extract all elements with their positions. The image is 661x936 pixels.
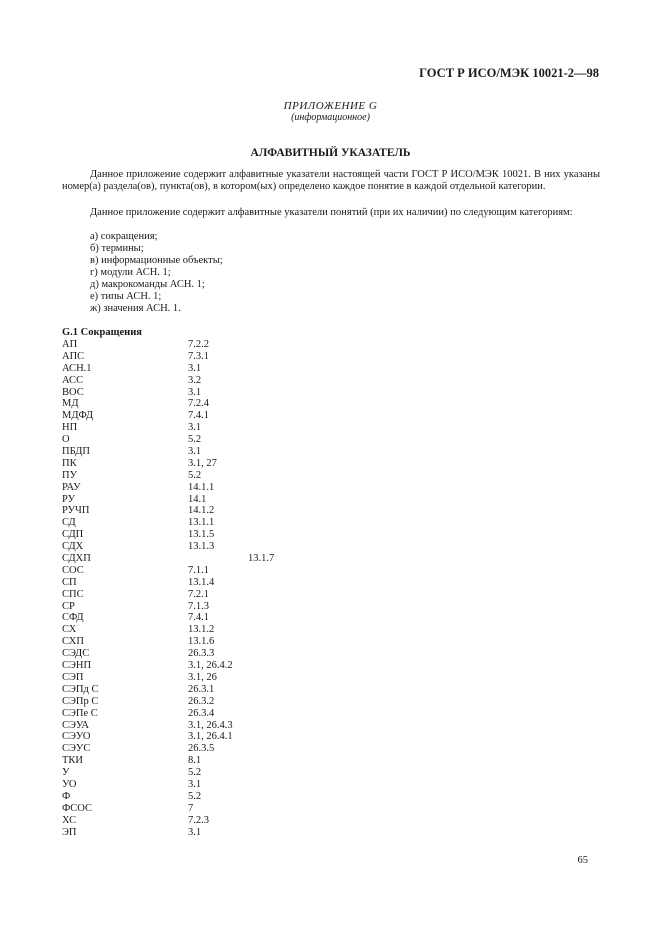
abbr-ref: 7.1.1 <box>188 564 209 576</box>
intro-paragraph-1: Данное приложение содержит алфавитные указатели настоящей части ГОСТ Р ИСО/МЭК 10021. В них указаны номер(а) раздела(ов), пункта(ов), в котором(ых) определено каждое понятие в каждой отдельной категории. <box>62 169 600 192</box>
abbr-term: АПС <box>62 350 85 362</box>
abbr-term: ТКИ <box>62 755 83 767</box>
abbr-term: СР <box>62 600 75 612</box>
abbr-ref: 13.1.2 <box>188 624 215 636</box>
appendix-subtitle: (информационное) <box>291 112 370 123</box>
abbr-ref: 5.2 <box>188 790 202 802</box>
abbr-ref: 3.1 <box>188 362 202 374</box>
abbr-term: МД <box>62 398 79 410</box>
abbr-term: УО <box>62 778 77 790</box>
abbr-ref: 3.1, 26.4.1 <box>188 731 233 743</box>
abbr-term: СПС <box>62 588 84 600</box>
abbr-term: СЭУА <box>62 719 89 731</box>
abbr-term: СЭПр С <box>62 695 99 707</box>
list-item: б) термины; <box>90 243 144 254</box>
abbr-term: РУ <box>62 493 76 505</box>
category-list <box>90 231 223 315</box>
abbr-term: ХС <box>62 814 77 826</box>
section-title: АЛФАВИТНЫЙ УКАЗАТЕЛЬ <box>250 147 411 159</box>
abbr-term: РУЧП <box>62 505 90 517</box>
abbr-term: СФД <box>62 612 84 624</box>
abbr-ref: 13.1.5 <box>188 529 215 541</box>
abbr-term: ПУ <box>62 469 78 481</box>
abbr-ref: 3.1, 26.4.2 <box>188 660 233 672</box>
list-item: а) сокращения; <box>90 231 158 242</box>
abbr-ref: 13.1.1 <box>188 517 215 529</box>
abbr-term: СЭУО <box>62 731 91 743</box>
abbr-ref: 26.3.3 <box>188 648 215 660</box>
abbr-ref: 13.1.4 <box>188 576 215 588</box>
abbr-term: СОС <box>62 564 84 576</box>
abbr-term: СЭДС <box>62 648 90 660</box>
abbr-term: СХП <box>62 636 84 648</box>
list-item: е) типы АСН. 1; <box>90 291 162 302</box>
list-item: д) макрокоманды АСН. 1; <box>90 279 205 290</box>
abbr-term: О <box>62 434 70 446</box>
abbr-ref: 5.2 <box>188 767 202 779</box>
abbr-ref: 7.4.1 <box>188 410 209 422</box>
abbr-term: МДФД <box>62 410 94 422</box>
list-item: в) информационные объекты; <box>90 255 223 266</box>
abbr-term: РАУ <box>62 481 81 493</box>
abbr-ref: 7.2.3 <box>188 814 209 826</box>
abbr-ref: 8.1 <box>188 755 202 767</box>
abbr-term: СДХП <box>62 553 91 565</box>
abbr-ref: 7.2.1 <box>188 588 209 600</box>
abbr-term: СД <box>62 517 76 529</box>
abbr-ref: 7.2.4 <box>188 398 209 410</box>
abbr-term: ФСОС <box>62 802 93 814</box>
abbr-ref: 7 <box>188 802 194 814</box>
abbr-term: АП <box>62 339 78 350</box>
abbr-term: НП <box>62 422 78 434</box>
abbr-ref: 3.1, 27 <box>188 457 217 469</box>
abbr-term: СДП <box>62 529 84 541</box>
abbr-term: АСН.1 <box>62 362 92 374</box>
abbr-ref: 7.2.2 <box>188 339 209 350</box>
abbr-ref: 3.1 <box>188 778 202 790</box>
abbr-term: СХ <box>62 624 77 636</box>
abbr-ref: 13.1.6 <box>188 636 215 648</box>
abbr-term: У <box>62 767 70 779</box>
abbr-ref: 14.1.1 <box>188 481 215 493</box>
abbr-ref: 7.4.1 <box>188 612 209 624</box>
abbr-ref: 26.3.1 <box>188 683 215 695</box>
list-item: г) модули АСН. 1; <box>90 267 171 278</box>
abbr-ref: 3.2 <box>188 374 202 386</box>
abbr-term: СЭП <box>62 671 84 683</box>
abbr-ref: 26.3.4 <box>188 707 215 719</box>
document-header: ГОСТ Р ИСО/МЭК 10021-2—98 <box>419 66 599 80</box>
abbr-term: АСС <box>62 374 84 386</box>
abbr-ref: 7.3.1 <box>188 350 209 362</box>
abbr-ref: 14.1.2 <box>188 505 215 517</box>
abbr-term: СЭНП <box>62 660 92 672</box>
abbr-ref: 26.3.5 <box>188 743 215 755</box>
abbr-term: ВОС <box>62 386 84 398</box>
abbr-ref: 3.1, 26.4.3 <box>188 719 233 731</box>
abbr-term: СЭПд С <box>62 683 99 695</box>
abbr-term: ЭП <box>62 826 77 838</box>
abbr-term: СДХ <box>62 541 84 553</box>
abbreviations-heading: G.1 Сокращения <box>62 327 142 338</box>
abbr-term: Ф <box>62 790 71 802</box>
abbr-term: ПК <box>62 457 77 469</box>
abbr-term: СЭПе С <box>62 707 98 719</box>
abbr-ref: 7.1.3 <box>188 600 209 612</box>
abbr-ref: 3.1 <box>188 386 202 398</box>
abbr-ref: 5.2 <box>188 469 202 481</box>
page-number: 65 <box>577 855 588 866</box>
appendix-title: ПРИЛОЖЕНИЕ G <box>283 100 378 112</box>
intro-paragraph-2: Данное приложение содержит алфавитные указатели понятий (при их наличии) по следующим категориям: <box>90 207 573 218</box>
abbr-ref: 3.1 <box>188 422 202 434</box>
list-item: ж) значения АСН. 1. <box>90 303 181 314</box>
abbr-ref: 3.1, 26 <box>188 671 217 683</box>
abbr-ref: 14.1 <box>188 493 207 505</box>
abbr-ref: 13.1.3 <box>188 541 215 553</box>
abbr-ref: 5.2 <box>188 434 202 446</box>
abbr-ref: 13.1.7 <box>248 553 275 565</box>
abbr-term: СП <box>62 576 77 588</box>
abbr-term: ПБДП <box>62 446 90 458</box>
abbr-ref: 3.1 <box>188 446 202 458</box>
abbr-ref: 26.3.2 <box>188 695 215 707</box>
abbr-term: СЭУС <box>62 743 91 755</box>
abbr-ref: 3.1 <box>188 826 202 838</box>
